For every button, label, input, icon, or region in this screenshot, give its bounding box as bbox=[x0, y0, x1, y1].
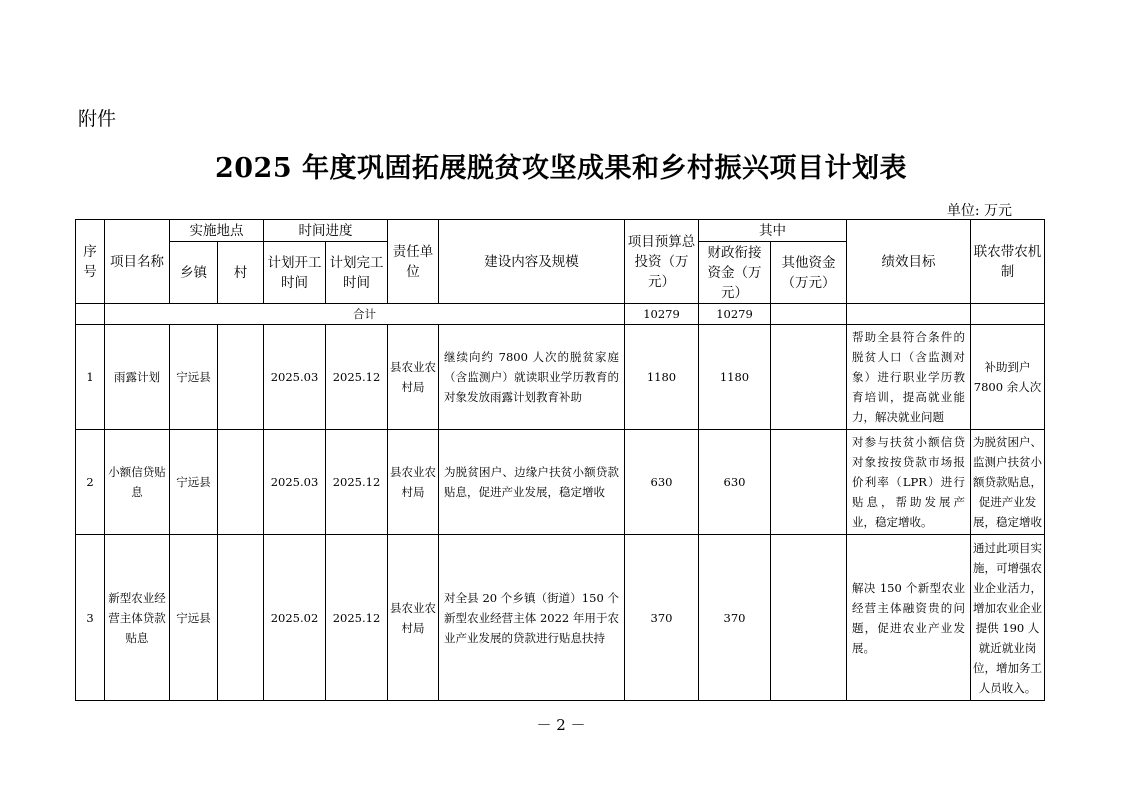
row-end: 2025.12 bbox=[326, 535, 388, 701]
row-budget: 630 bbox=[625, 430, 699, 535]
header-town: 乡镇 bbox=[170, 242, 218, 304]
row-start: 2025.03 bbox=[264, 325, 326, 430]
row-other bbox=[771, 535, 847, 701]
row-seq: 2 bbox=[76, 430, 105, 535]
header-among: 其中 bbox=[699, 220, 847, 242]
document-title: 2025 年度巩固拓展脱贫攻坚成果和乡村振兴项目计划表 bbox=[214, 153, 908, 184]
row-town: 宁远县 bbox=[170, 535, 218, 701]
row-goal: 解决 150 个新型农业经营主体融资贵的问题，促进农业产业发展。 bbox=[847, 535, 971, 701]
row-mechanism: 补助到户 7800 余人次 bbox=[971, 325, 1045, 430]
page-number: － 2 － bbox=[536, 716, 586, 734]
header-fiscal-fund: 财政衔接资金（万元） bbox=[699, 242, 771, 304]
row-budget: 1180 bbox=[625, 325, 699, 430]
row-project-name: 小额信贷贴息 bbox=[105, 430, 170, 535]
project-plan-table bbox=[75, 219, 1045, 701]
header-row-1 bbox=[76, 220, 1045, 242]
header-responsible-unit: 责任单位 bbox=[388, 220, 439, 304]
total-other bbox=[771, 304, 847, 325]
row-responsible-unit: 县农业农村局 bbox=[388, 325, 439, 430]
table-row bbox=[76, 430, 1045, 535]
row-town: 宁远县 bbox=[170, 325, 218, 430]
row-fiscal: 1180 bbox=[699, 325, 771, 430]
row-mechanism: 通过此项目实施，可增强农业企业活力，增加农业企业提供 190 人就近就业岗位，增加务工人员收入。 bbox=[971, 535, 1045, 701]
total-mechanism bbox=[971, 304, 1045, 325]
header-project-name: 项目名称 bbox=[105, 220, 170, 304]
header-seq: 序号 bbox=[76, 220, 105, 304]
row-project-name: 雨露计划 bbox=[105, 325, 170, 430]
header-goal: 绩效目标 bbox=[847, 220, 971, 304]
row-start: 2025.03 bbox=[264, 430, 326, 535]
row-mechanism: 为脱贫困户、监测户扶贫小额贷款贴息，促进产业发展，稳定增收 bbox=[971, 430, 1045, 535]
total-label: 合计 bbox=[105, 304, 625, 325]
row-content: 为脱贫困户、边缘户扶贫小额贷款贴息，促进产业发展，稳定增收 bbox=[439, 430, 625, 535]
row-goal: 对参与扶贫小额信贷对象按按贷款市场报价利率（LPR）进行贴息，帮助发展产业，稳定增收。 bbox=[847, 430, 971, 535]
row-other bbox=[771, 430, 847, 535]
row-end: 2025.12 bbox=[326, 325, 388, 430]
total-fiscal: 10279 bbox=[699, 304, 771, 325]
row-seq: 3 bbox=[76, 535, 105, 701]
row-start: 2025.02 bbox=[264, 535, 326, 701]
row-seq: 1 bbox=[76, 325, 105, 430]
row-responsible-unit: 县农业农村局 bbox=[388, 430, 439, 535]
header-end-time: 计划完工时间 bbox=[326, 242, 388, 304]
row-budget: 370 bbox=[625, 535, 699, 701]
row-fiscal: 630 bbox=[699, 430, 771, 535]
table-row bbox=[76, 535, 1045, 701]
total-budget: 10279 bbox=[625, 304, 699, 325]
unit-label: 单位: 万元 bbox=[946, 203, 1012, 219]
header-content: 建设内容及规模 bbox=[439, 220, 625, 304]
row-village bbox=[218, 325, 264, 430]
row-town: 宁远县 bbox=[170, 430, 218, 535]
row-village bbox=[218, 430, 264, 535]
header-village: 村 bbox=[218, 242, 264, 304]
row-content: 继续向约 7800 人次的脱贫家庭（含监测户）就读职业学历教育的对象发放雨露计划教育补助 bbox=[439, 325, 625, 430]
row-other bbox=[771, 325, 847, 430]
total-seq-cell bbox=[76, 304, 105, 325]
table-row bbox=[76, 325, 1045, 430]
row-content: 对全县 20 个乡镇（街道）150 个新型农业经营主体 2022 年用于农业产业发展的贷款进行贴息扶持 bbox=[439, 535, 625, 701]
row-end: 2025.12 bbox=[326, 430, 388, 535]
row-fiscal: 370 bbox=[699, 535, 771, 701]
row-goal: 帮助全县符合条件的脱贫人口（含监测对象）进行职业学历教育培训，提高就业能力，解决就业问题 bbox=[847, 325, 971, 430]
header-schedule: 时间进度 bbox=[264, 220, 388, 242]
header-budget: 项目预算总投资（万元） bbox=[625, 220, 699, 304]
header-start-time: 计划开工时间 bbox=[264, 242, 326, 304]
row-responsible-unit: 县农业农村局 bbox=[388, 535, 439, 701]
total-row bbox=[76, 304, 1045, 325]
header-location: 实施地点 bbox=[170, 220, 264, 242]
row-village bbox=[218, 535, 264, 701]
header-mechanism: 联农带农机制 bbox=[971, 220, 1045, 304]
total-goal bbox=[847, 304, 971, 325]
header-other-fund: 其他资金（万元） bbox=[771, 242, 847, 304]
attachment-label: 附件 bbox=[78, 108, 117, 130]
row-project-name: 新型农业经营主体贷款贴息 bbox=[105, 535, 170, 701]
